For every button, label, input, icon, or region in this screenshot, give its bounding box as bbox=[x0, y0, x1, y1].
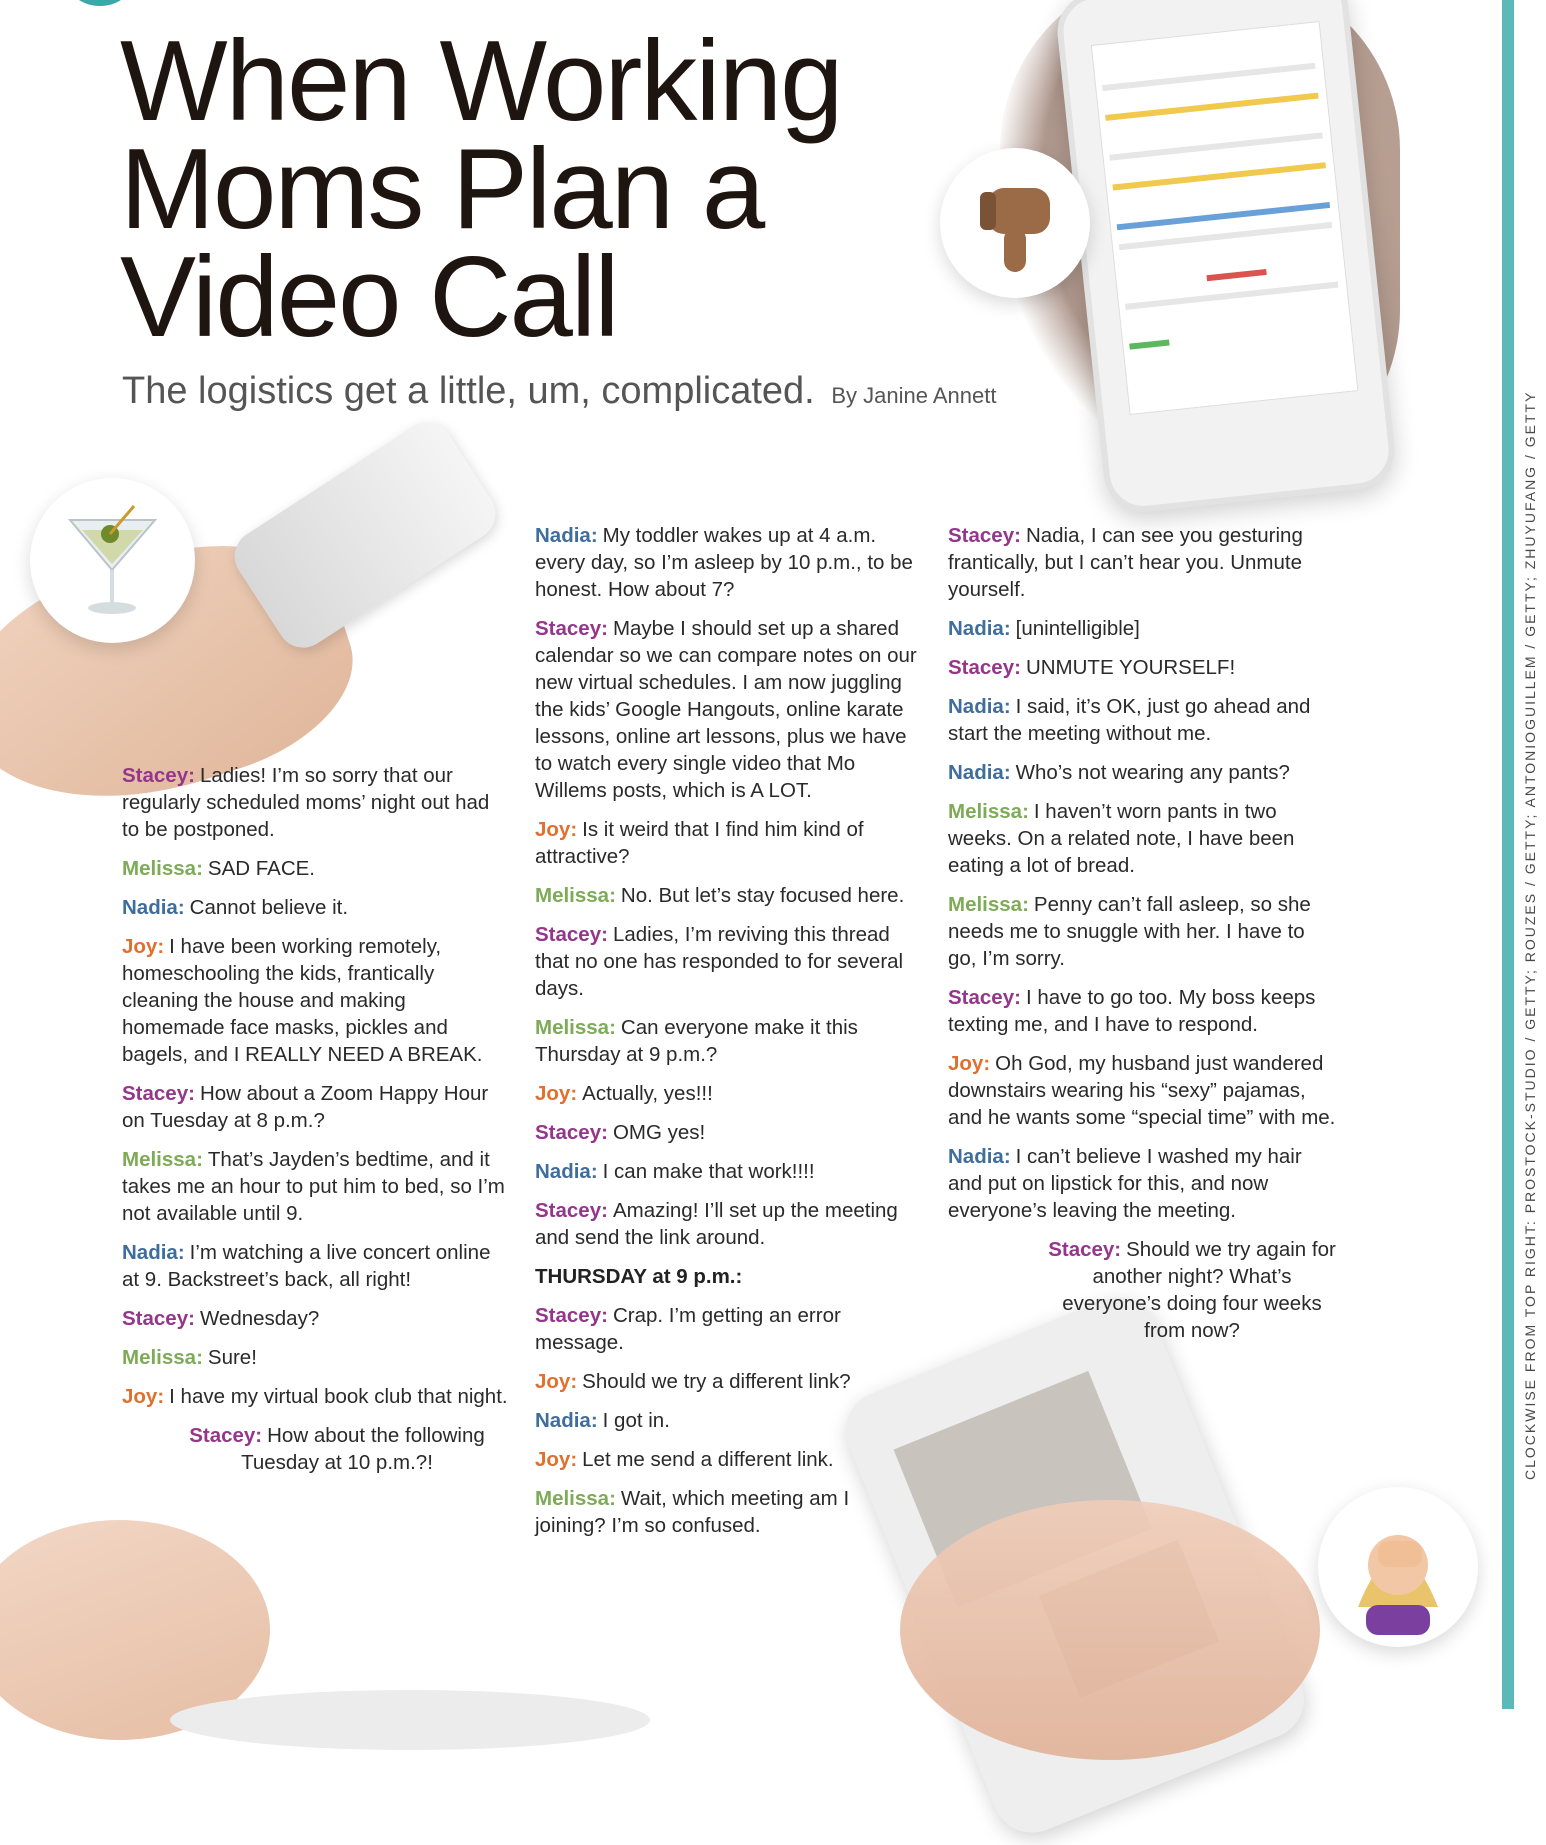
speaker-name: Nadia: bbox=[535, 1160, 598, 1183]
dialogue-line bbox=[948, 1143, 1338, 1224]
dialogue-text: I’m watching a live concert online at 9. Backstreet’s back, all right! bbox=[122, 1241, 491, 1291]
dialogue-text: Should we try again for another night? What’s everyone’s doing four weeks from now? bbox=[1062, 1238, 1336, 1342]
speaker-name: Stacey: bbox=[122, 764, 195, 787]
dialogue-line bbox=[535, 1368, 925, 1395]
speaker-name: Melissa: bbox=[535, 884, 616, 907]
dialogue-line bbox=[535, 1158, 925, 1185]
dialogue-line bbox=[948, 693, 1338, 747]
speaker-name: Stacey: bbox=[948, 656, 1021, 679]
thumbs-down-emoji-icon bbox=[940, 148, 1090, 298]
dialogue-text: How about a Zoom Happy Hour on Tuesday at 8 p.m.? bbox=[122, 1082, 489, 1132]
speaker-name: Nadia: bbox=[948, 1145, 1011, 1168]
dialogue-line bbox=[535, 921, 925, 1002]
dialogue-line bbox=[122, 855, 512, 882]
speaker-name: Melissa: bbox=[535, 1016, 616, 1039]
dialogue-text: I said, it’s OK, just go ahead and start the meeting without me. bbox=[948, 695, 1311, 745]
dialogue-text: Wait, which meeting am I joining? I’m so confused. bbox=[535, 1487, 850, 1537]
dialogue-column-2 bbox=[535, 522, 925, 1551]
dialogue-line bbox=[535, 1080, 925, 1107]
speaker-name: Stacey: bbox=[535, 1199, 608, 1222]
dialogue-text: Crap. I’m getting an error message. bbox=[535, 1304, 841, 1354]
speaker-name: Nadia: bbox=[122, 896, 185, 919]
dialogue-line bbox=[535, 1407, 925, 1434]
dialogue-line bbox=[122, 1305, 512, 1332]
dialogue-text: Can everyone make it this Thursday at 9 p.m.? bbox=[535, 1016, 858, 1066]
dialogue-line bbox=[535, 1446, 925, 1473]
dialogue-line bbox=[535, 1263, 925, 1290]
dialogue-line bbox=[535, 1119, 925, 1146]
dialogue-line bbox=[948, 1236, 1342, 1344]
dialogue-line bbox=[535, 615, 925, 804]
dialogue-line bbox=[948, 891, 1338, 972]
dialogue-text: I have been working remotely, homeschooling the kids, frantically cleaning the house and making homemade face masks, pickles and bagels, and I REALLY NEED A BREAK. bbox=[122, 935, 483, 1066]
speaker-name: Joy: bbox=[948, 1052, 991, 1075]
page-title bbox=[120, 18, 842, 361]
dialogue-text: Nadia, I can see you gesturing frantically, but I can’t hear you. Unmute yourself. bbox=[948, 524, 1303, 601]
dialogue-line bbox=[535, 1302, 925, 1356]
dialogue-text: [unintelligible] bbox=[1015, 617, 1140, 640]
speaker-name: Nadia: bbox=[948, 617, 1011, 640]
decorative-circle bbox=[60, 0, 140, 6]
photo-credit: CLOCKWISE FROM TOP RIGHT: PROSTOCK-STUDIO / GETTY; ROUZES / GETTY; ANTONIOGUILLEM / GETTY; ZHUYUFANG / GETTY bbox=[1522, 390, 1538, 1480]
byline: By Janine Annett bbox=[831, 383, 997, 408]
dialogue-column-3 bbox=[948, 522, 1338, 1356]
dialogue-text: Ladies, I’m reviving this thread that no one has responded to for several days. bbox=[535, 923, 904, 1000]
dialogue-line bbox=[948, 1050, 1338, 1131]
dialogue-line bbox=[122, 1080, 512, 1134]
dialogue-text: Is it weird that I find him kind of attractive? bbox=[535, 818, 864, 868]
dialogue-line bbox=[948, 798, 1338, 879]
dialogue-line bbox=[122, 1383, 512, 1410]
speaker-name: Stacey: bbox=[1048, 1238, 1122, 1261]
dialogue-text: Cannot believe it. bbox=[189, 896, 349, 919]
dialogue-text: How about the following Tuesday at 10 p.m.?! bbox=[241, 1424, 485, 1474]
speaker-name: Stacey: bbox=[122, 1082, 195, 1105]
dialogue-text: Penny can’t fall asleep, so she needs me to snuggle with her. I have to go, I’m sorry. bbox=[948, 893, 1311, 970]
dialogue-text: Sure! bbox=[207, 1346, 257, 1369]
dialogue-text: SAD FACE. bbox=[207, 857, 315, 880]
dialogue-text: Maybe I should set up a shared calendar so we can compare notes on our new virtual schedules. I am now juggling the kids’ Google Hangouts, online karate lessons, online art lessons, plus we have to watch every single video that Mo Willems posts, which is A LOT. bbox=[535, 617, 917, 802]
speaker-name: Joy: bbox=[535, 1082, 578, 1105]
speaker-name: Joy: bbox=[535, 1370, 578, 1393]
dialogue-line bbox=[122, 1344, 512, 1371]
dialogue-line bbox=[535, 522, 925, 603]
dialogue-text: Amazing! I’ll set up the meeting and send the link around. bbox=[535, 1199, 898, 1249]
speaker-name: Melissa: bbox=[948, 893, 1029, 916]
speaker-name: Joy: bbox=[122, 935, 165, 958]
speaker-name: Stacey: bbox=[535, 1304, 608, 1327]
dialogue-line bbox=[948, 984, 1338, 1038]
martini-emoji-icon bbox=[30, 478, 195, 643]
dialogue-text: Actually, yes!!! bbox=[582, 1082, 713, 1105]
dialogue-line bbox=[535, 816, 925, 870]
dialogue-text: OMG yes! bbox=[612, 1121, 706, 1144]
dialogue-line bbox=[122, 894, 512, 921]
dialogue-text: That’s Jayden’s bedtime, and it takes me an hour to put him to bed, so I’m not available until 9. bbox=[122, 1148, 505, 1225]
dialogue-line bbox=[948, 615, 1338, 642]
speaker-name: Stacey: bbox=[948, 524, 1021, 547]
accent-band bbox=[1502, 0, 1514, 1709]
speaker-name: Melissa: bbox=[122, 857, 203, 880]
dialogue-text: Let me send a different link. bbox=[582, 1448, 834, 1471]
dialogue-line bbox=[535, 1197, 925, 1251]
speaker-name: Joy: bbox=[535, 818, 578, 841]
facepalm-emoji-bubble bbox=[1318, 1487, 1478, 1647]
cup-photo bbox=[170, 1690, 650, 1750]
dialogue-text: I can make that work!!!! bbox=[602, 1160, 815, 1183]
speaker-name: Stacey: bbox=[535, 617, 608, 640]
subtitle-text: The logistics get a little, um, complicated. bbox=[122, 370, 815, 412]
speaker-name: Melissa: bbox=[535, 1487, 616, 1510]
speaker-name: Joy: bbox=[122, 1385, 165, 1408]
dialogue-text: Who’s not wearing any pants? bbox=[1015, 761, 1290, 784]
dialogue-text: No. But let’s stay focused here. bbox=[620, 884, 905, 907]
speaker-name: Nadia: bbox=[535, 524, 598, 547]
calendar-screen bbox=[1091, 21, 1359, 415]
dialogue-line bbox=[535, 1485, 925, 1539]
title-line: When Working bbox=[120, 18, 842, 145]
dialogue-text: My toddler wakes up at 4 a.m. every day, so I’m asleep by 10 p.m., to be honest. How about 7? bbox=[535, 524, 913, 601]
speaker-name: Melissa: bbox=[948, 800, 1029, 823]
title-line: Video Call bbox=[120, 234, 618, 361]
dialogue-line bbox=[535, 882, 925, 909]
speaker-name: Nadia: bbox=[122, 1241, 185, 1264]
dialogue-text: I haven’t worn pants in two weeks. On a related note, I have been eating a lot of bread. bbox=[948, 800, 1295, 877]
dialogue-line bbox=[535, 1014, 925, 1068]
speaker-name: Nadia: bbox=[535, 1409, 598, 1432]
speaker-name: Stacey: bbox=[189, 1424, 263, 1447]
dialogue-text: I got in. bbox=[602, 1409, 670, 1432]
speaker-name: Stacey: bbox=[122, 1307, 195, 1330]
section-heading: THURSDAY at 9 p.m.: bbox=[535, 1265, 743, 1288]
dialogue-line bbox=[948, 759, 1338, 786]
dialogue-text: Wednesday? bbox=[199, 1307, 320, 1330]
dialogue-text: UNMUTE YOURSELF! bbox=[1025, 656, 1236, 679]
dialogue-line bbox=[122, 1146, 512, 1227]
martini-emoji-bubble bbox=[30, 478, 195, 643]
speaker-name: Nadia: bbox=[948, 761, 1011, 784]
speaker-name: Stacey: bbox=[948, 986, 1021, 1009]
dialogue-text: I have my virtual book club that night. bbox=[169, 1385, 508, 1408]
speaker-name: Stacey: bbox=[535, 1121, 608, 1144]
speaker-name: Joy: bbox=[535, 1448, 578, 1471]
facepalm-emoji-icon bbox=[1318, 1487, 1478, 1647]
dialogue-line bbox=[122, 933, 512, 1068]
dialogue-line bbox=[948, 522, 1338, 603]
dialogue-line bbox=[122, 762, 512, 843]
thumbs-down-emoji-bubble bbox=[940, 148, 1090, 298]
dialogue-line bbox=[948, 654, 1338, 681]
dialogue-line bbox=[122, 1239, 512, 1293]
subtitle bbox=[122, 370, 996, 413]
dialogue-text: Oh God, my husband just wandered downstairs wearing his “sexy” pajamas, and he wants some “special time” with me. bbox=[948, 1052, 1336, 1129]
speaker-name: Melissa: bbox=[122, 1346, 203, 1369]
dialogue-column-1 bbox=[122, 762, 512, 1488]
dialogue-text: I have to go too. My boss keeps texting me, and I have to respond. bbox=[948, 986, 1316, 1036]
title-line: Moms Plan a bbox=[120, 126, 764, 253]
dialogue-text: I can’t believe I washed my hair and put on lipstick for this, and now everyone’s leaving the meeting. bbox=[948, 1145, 1302, 1222]
calendar-phone-photo bbox=[1054, 0, 1399, 516]
dialogue-text: Should we try a different link? bbox=[582, 1370, 851, 1393]
hand-photo-bottom bbox=[900, 1500, 1320, 1760]
speaker-name: Stacey: bbox=[535, 923, 608, 946]
speaker-name: Melissa: bbox=[122, 1148, 203, 1171]
dialogue-text: Ladies! I’m so sorry that our regularly scheduled moms’ night out had to be postponed. bbox=[122, 764, 490, 841]
dialogue-line bbox=[122, 1422, 512, 1476]
speaker-name: Nadia: bbox=[948, 695, 1011, 718]
